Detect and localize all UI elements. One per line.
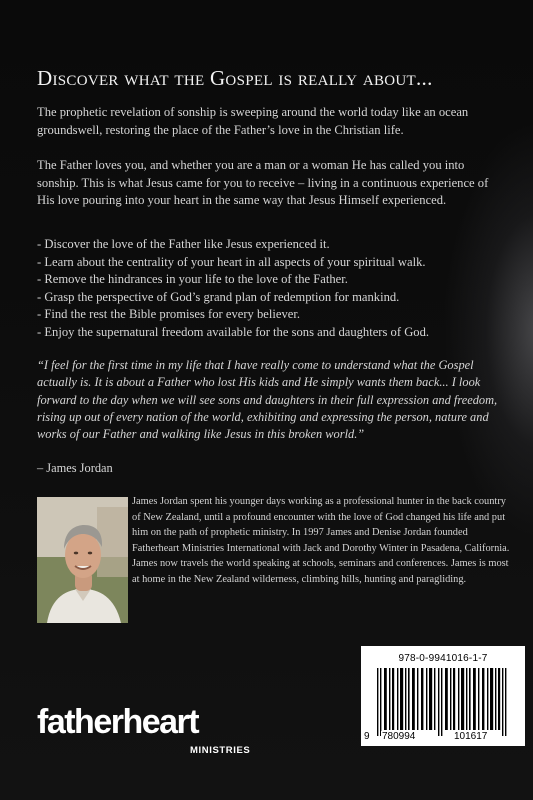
sonship-paragraph: The Father loves you, and whether you are a man or a woman He has called you into sonship. This is what Jesus came for you to receive – living in a continuous experience of His love pouring into your heart in the same way that Jesus Himself experienced. xyxy=(37,158,489,207)
intro-paragraph: The prophetic revelation of sonship is sweeping around the world today like an ocean groundswell, restoring the place of the Father’s love in the Christian life. xyxy=(37,105,469,137)
list-item: - Remove the hindrances in your life to the love of the Father. xyxy=(37,272,348,287)
benefits-list xyxy=(37,236,507,342)
isbn-number: 978-0-9941016-1-7 xyxy=(398,653,488,664)
barcode-first-digit: 9 xyxy=(364,731,370,742)
author-quote: “I feel for the first time in my life that I have really come to understand what the Gospel actually is. It is about a Father who lost His kids and He simply wants them back... I look forward to the day when we will see sons and daughters in their full expression and freedom, rising up out of every nation of the world, exhibiting and expressing the person, nature and works of our Father and walking like Jesus in this broken world.” xyxy=(37,358,498,442)
barcode-right-digits: 101617 xyxy=(454,731,488,742)
list-item: - Enjoy the supernatural freedom available for the sons and daughters of God. xyxy=(37,324,430,339)
cover-heading: Discover what the Gospel is really about... xyxy=(37,66,433,90)
fatherheart-logo: fatherheart xyxy=(37,703,199,741)
isbn-barcode xyxy=(361,646,525,746)
author-photo xyxy=(37,497,128,623)
author-bio: James Jordan spent his younger days working as a professional hunter in the back country of New Zealand, until a profound encounter with the love of God changed his life and put him on the path of prophetic ministry. In 1997 James and Denise Jordan founded Fatherheart Ministries International with Jack and Dorothy Winter in Pasadena, California. James now travels the world speaking at schools, seminars and conferences. James is most at home in the New Zealand wilderness, climbing hills, hunting and paragliding. xyxy=(132,496,510,585)
barcode-left-digits: 780994 xyxy=(382,731,416,742)
list-item: - Grasp the perspective of God’s grand plan of redemption for mankind. xyxy=(37,289,400,304)
ministries-label: MINISTRIES xyxy=(190,745,251,756)
barcode-bars xyxy=(371,668,517,736)
list-item: - Find the rest the Bible promises for every believer. xyxy=(37,307,300,322)
list-item: - Learn about the centrality of your heart in all aspects of your spiritual walk. xyxy=(37,254,426,269)
quote-attribution: – James Jordan xyxy=(37,461,113,475)
list-item: - Discover the love of the Father like Jesus experienced it. xyxy=(37,237,330,251)
